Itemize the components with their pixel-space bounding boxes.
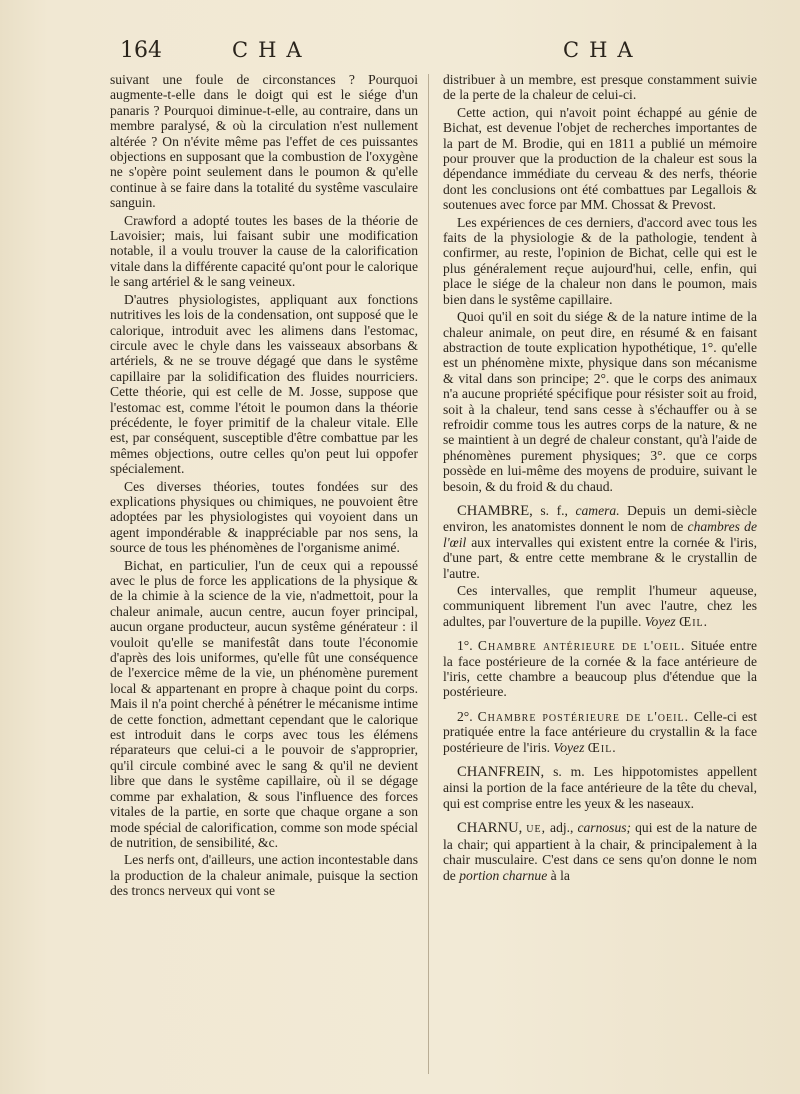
entry-headword: CHAMBRE, (457, 502, 533, 519)
entry-text: qui est de la nature de la chair; qui appartient à la chair, & principalement à la chair musculaire. C'est dans ce sens qu'on donne le nom de (443, 820, 757, 883)
subentry-title: Chambre antérieure de l'oeil. (477, 638, 686, 654)
left-column (110, 72, 418, 1082)
entry-headword: CHANFREIN, (457, 764, 545, 781)
grammar-label: s. f., (540, 502, 568, 518)
entry-text: Depuis un demi-siècle environ, les anatomistes donnent le nom de (443, 502, 757, 535)
italic-term: portion charnue (459, 867, 548, 883)
subentry-anterior (443, 638, 757, 700)
subentry-number: 2°. (457, 708, 473, 724)
right-column (443, 72, 757, 1082)
page-number: 164 (120, 38, 162, 63)
subentry-number: 1°. (457, 638, 473, 654)
grammar-label: adj., (550, 820, 574, 836)
paragraph: Crawford a adopté toutes les bases de la théorie de Lavoisier; mais, lui faisant subir une modification notable, il a voulu trouver la cause de la calorification vitale dans la différente capacité qu'ont pour le calorique le sang artériel & le sang veineux. (110, 212, 418, 290)
cross-ref-target: Œil. (587, 739, 617, 755)
cross-ref-target: Œil. (679, 613, 709, 629)
cross-ref-voyez: Voyez (644, 613, 676, 629)
entry-chanfrein (443, 764, 757, 811)
subentry-title: Chambre postérieure de l'oeil. (477, 708, 689, 724)
paragraph: suivant une foule de circonstances ? Pourquoi augmente-t-elle dans le doigt qui est le siége d'un panaris ? Pourquoi diminue-t-elle, au contraire, dans un membre paralysé, & où la circulation n'est nullement altérée ? On n'évite même pas l'effet de ces puissantes objections en supposant que la combustion de l'oxygène ne s'opère point seulement dans le poumon & qu'elle continue à se faire dans la totalité du systême vasculaire sanguin. (110, 72, 418, 211)
running-head-right: CHA (563, 38, 643, 62)
latin-term: carnosus; (577, 820, 632, 836)
entry-chambre (443, 503, 757, 581)
paragraph: Bichat, en particulier, l'un de ceux qui a repoussé avec le plus de force les applications de la physique & de la chimie à la science de la vie, n'admettoit, pour la chaleur animale, aucun centre, aucun foyer principal, aucun organe producteur, aucun systême générateur : il vouloit qu'elle se manifestât dans toute l'économie d'après des lois uniformes, qu'elle fût une conséquence de l'exercice même de la vie, un phénomène purement local & appartenant en propre à chaque point du corps. Mais il n'a point cherché à pénétrer le mécanisme intime de cette fonction, admettant cependant que le calorique est introduit dans le corps avec tous les élémens réparateurs que celui-ci a le pouvoir de s'approprier, qu'il circule combiné avec le sang & qu'il ne devient libre que dans le systême capillaire, où il se dégage comme par exhalation, & sous l'influence des forces vitales de la partie, en sorte que chaque organe a son mode spécial de calorification, comme son mode spécial de nutrition, de sensibilité, &c. (110, 557, 418, 850)
page-header (0, 38, 800, 68)
paragraph: Cette action, qui n'avoit point échappé au génie de Bichat, est devenue l'objet de recherches importantes de la part de M. Brodie, qui en 1811 a publié un mémoire pour prouver que la production de la chaleur est sous la dépendance immédiate du cerveau & des nerfs, théorie dont les conclusions ont été combattues par Legallois & soutenues avec force par MM. Chossat & Prevost. (443, 104, 757, 213)
entry-text: s. m. Les hippotomistes appellent ainsi la portion de la face antérieure de la tête du cheval, qui est comprise entre les yeux & les naseaux. (443, 764, 757, 811)
paragraph: distribuer à un membre, est presque constamment suivie de la perte de la chaleur de celui-ci. (443, 72, 757, 103)
entry-text: aux intervalles qui existent entre la cornée & l'iris, d'une part, & entre cette membrane & le crystallin de l'autre. (443, 534, 757, 581)
entry-text: Celle-ci est pratiquée entre la face antérieure du crystallin & la face postérieure de l'iris. (443, 708, 757, 755)
paragraph: Ces diverses théories, toutes fondées sur des explications physiques ou chimiques, ne pouvoient être adoptées par les physiologistes qui voyoient dans un agent impondérable & inappréciable par nos sens, la source de tous les phénomènes de l'organisme animé. (110, 478, 418, 556)
cross-ref-voyez: Voyez (553, 739, 585, 755)
entry-headword: CHARNU, (457, 820, 523, 837)
latin-term: camera. (575, 502, 620, 518)
column-divider (428, 74, 429, 1074)
paragraph: Les expériences de ces derniers, d'accord avec tous les faits de la physiologie & de la pathologie, tendent à confirmer, au reste, l'opinion de Bichat, celle qui est le plus généralement reçue aujourd'hui, celle, enfin, qui place le siége de la chaleur non dans le poumon, mais bien dans le systême capillaire. (443, 214, 757, 307)
subentry-posterior (443, 709, 757, 755)
entry-text: à la (550, 867, 570, 883)
entry-text: Ces intervalles, que remplit l'humeur aqueuse, communiquent librement l'un avec l'autre, chez les adultes, par l'ouverture de la pupille. (443, 583, 757, 629)
italic-term: chambres de l'œil (443, 519, 757, 550)
entry-text: Située entre la face postérieure de la cornée & la face antérieure de l'iris, cette chambre a beaucoup plus d'étendue que la postérieure. (443, 638, 757, 700)
entry-charnu (443, 820, 757, 883)
running-head-left: CHA (232, 38, 312, 62)
paragraph (443, 583, 757, 629)
paragraph: Quoi qu'il en soit du siége & de la nature intime de la chaleur animale, on peut dire, en résumé & en faisant abstraction de toute explication hypothétique, 1°. qu'elle est un phénomène mixte, physique dans son mécanisme & vital dans son principe; 2°. que le corps des animaux n'a aucune propriété spécifique pour résister soit au froid, soit à la chaleur, tend sans cesse à s'échauffer ou à se refroidir comme tous les autres corps de la nature, & ne se maintient à un degré de chaleur constant, qu'à l'aide de phénomènes purement physiques; 3°. que ce corps possède en lui-même des moyens de produire, suivant le besoin, & du froid & du chaud. (443, 309, 757, 494)
paragraph: D'autres physiologistes, appliquant aux fonctions nutritives les lois de la condensation, ont supposé que le calorique, introduit avec les alimens dans l'estomac, circule avec le chyle dans les vaisseaux absorbans & artériels, & ne se trouve dégagé que dans le systême capillaire par la solidification des fluides nourriciers. Cette théorie, qui est celle de M. Josse, suppose que l'estomac est, comme l'étoit le poumon dans la théorie précédente, le foyer primitif de la chaleur vitale. Elle est, par conséquent, susceptible d'être combattue par les mêmes objections, outre celles qu'on peut lui oppofer spécialement. (110, 291, 418, 477)
paragraph: Les nerfs ont, d'ailleurs, une action incontestable dans la production de la chaleur animale, puisque la section des troncs nerveux qui vont se (110, 852, 418, 899)
entry-suffix: ue, (526, 820, 547, 836)
